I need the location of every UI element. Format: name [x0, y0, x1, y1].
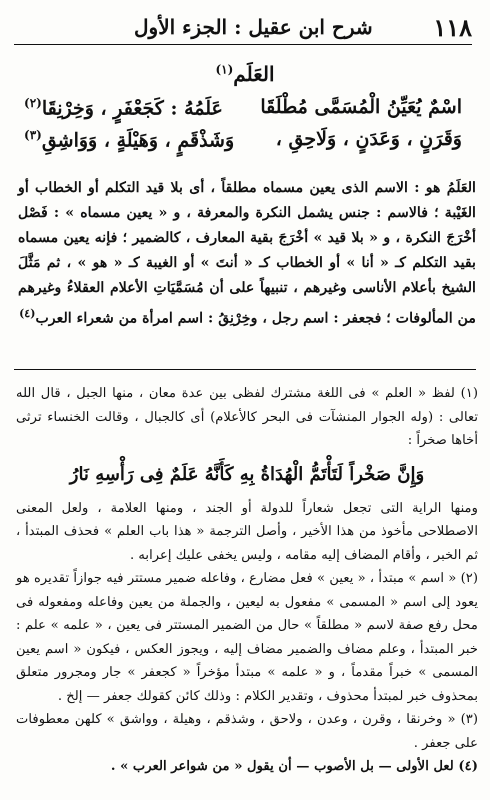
verse-2-second-hemistich-wrap	[24, 128, 234, 151]
section-title	[0, 62, 490, 86]
page-header	[14, 10, 472, 45]
verse-1-second-hemistich-wrap	[24, 96, 223, 119]
verse-2-second-hemistich: وَشَذْقَمٍ ، وَهَيْلَةٍ ، وَوَاشِقِ	[41, 129, 235, 152]
footnote-1-poem: وَإِنَّ صَخْراً لَتَأْتَمُّ الْهُدَاةُ بِهِ كَأَنَّهُ عَلَمٌ فِى رَأْسِهِ نَارُ	[69, 463, 425, 485]
verse-line-1	[24, 96, 462, 119]
footnotes	[16, 382, 478, 779]
verse-2-first-hemistich: وَقَرَنٍ ، وَعَدَنٍ ، وَلَاحِقِ ،	[275, 128, 462, 150]
footnote-3: (٣) « وخرنقا ، وقرن ، وعدن ، ولاحق ، وشذقم ، وهيلة ، وواشق » كلهن معطوفات على جعفر .	[16, 712, 478, 751]
section-title-text: العَلَم	[233, 62, 275, 86]
title-footnote-marker: (١)	[215, 62, 234, 77]
verse-line-2	[24, 128, 462, 151]
footnote-1-intro: (١) لفظ « العلم » فى اللغة مشترك لفظى بين عدة معان ، منها الجبل ، قال الله تعالى : (وله الجوار المنشآت فى البحر كالأعلام) أى كالجبال ، وقالت الخنساء ترثى أخاها صخراً :	[16, 386, 478, 448]
page-number: ١١٨	[433, 12, 472, 42]
commentary-text	[18, 176, 476, 332]
verse-2-footnote-marker: (٣)	[24, 128, 42, 142]
verse-1-second-hemistich: عَلَمُهُ : كَجَعْفَرٍ ، وَخِرْنِقَا	[41, 97, 223, 120]
running-title: شرح ابن عقيل : الجزء الأول	[134, 15, 373, 39]
footnote-separator	[14, 369, 476, 370]
footnote-4: (٤) لعل الأولى — بل الأصوب — أن يقول « من شواعر العرب » .	[110, 759, 478, 774]
verse-1-footnote-marker: (٢)	[24, 96, 42, 110]
commentary-paragraph	[18, 176, 476, 332]
commentary-body: العَلَمُ هو : الاسم الذى يعين مسماه مطلقاً ، أى بلا قيد التكلم أو الخطاب أو الغَيْبة ؛ فالاسم : جنس يشمل النكرة والمعرفة ، و « يعين مسماه » : فَصْل أخْرَجَ النكرة ، و « بلا قيد » أخْرَجَ بقية المعارف ، كالضمير ؛ فإنه يعين مسماه بقيد التكلم كـ « أنا » أو الخطاب كـ « أنتَ » أو الغيبة كـ « هو » ، ثم مَثَّلَ الشيخ بأعلام الأناسى وغيرهم ، تنبيهاً على أن مُسَمَّيَاتِ الأعلام العقلاءُ وغيرهم من المألوفات ؛ فجعفر : اسم رجل ، وخِرْنِقُ : اسم امرأة من شعراء العرب	[18, 180, 476, 327]
footnote-1-rest: ومنها الراية التى تجعل شعاراً للدولة أو الجند ، ومنها العلامة ، ولعل المعنى الاصطلاحى مأخوذ من هذا الأخير ، وأصل الترجمة « هذا باب العلم » فحذف المبتدأ ، ثم الخبر ، وأقام المضاف إليه مقامه ، وليس يخفى عليك إعرابه .	[16, 500, 478, 563]
verse-1-first-hemistich: اسْمٌ يُعَيِّنُ الْمُسَمَّى مُطْلَقَا	[260, 96, 462, 118]
footnote-2: (٢) « اسم » مبتدأ ، « يعين » فعل مضارع ، وفاعله ضمير مستتر فيه جوازاً تقديره هو يعود إلى اسم « المسمى » مفعول به ليعين ، والجملة من يعين وفاعله ومفعوله فى محل رفع صفة لاسم « مطلقاً » حال من الضمير المستتر فى يعين ، « علمه » علم : خبر المبتدأ ، وعلم مضاف والضمير مضاف إليه ، ويجوز العكس ، فيكون « اسم يعين المسمى » خبراً مقدماً ، و « علمه » مبتدأ مؤخراً « كجعفر » جار ومجرور متعلق بمحذوف خبر لمبتدأ محذوف ، وتقدير الكلام : وذلك كائن كقولك جعفر — إلخ .	[16, 571, 478, 704]
commentary-footnote-marker: (٤)	[19, 307, 36, 320]
